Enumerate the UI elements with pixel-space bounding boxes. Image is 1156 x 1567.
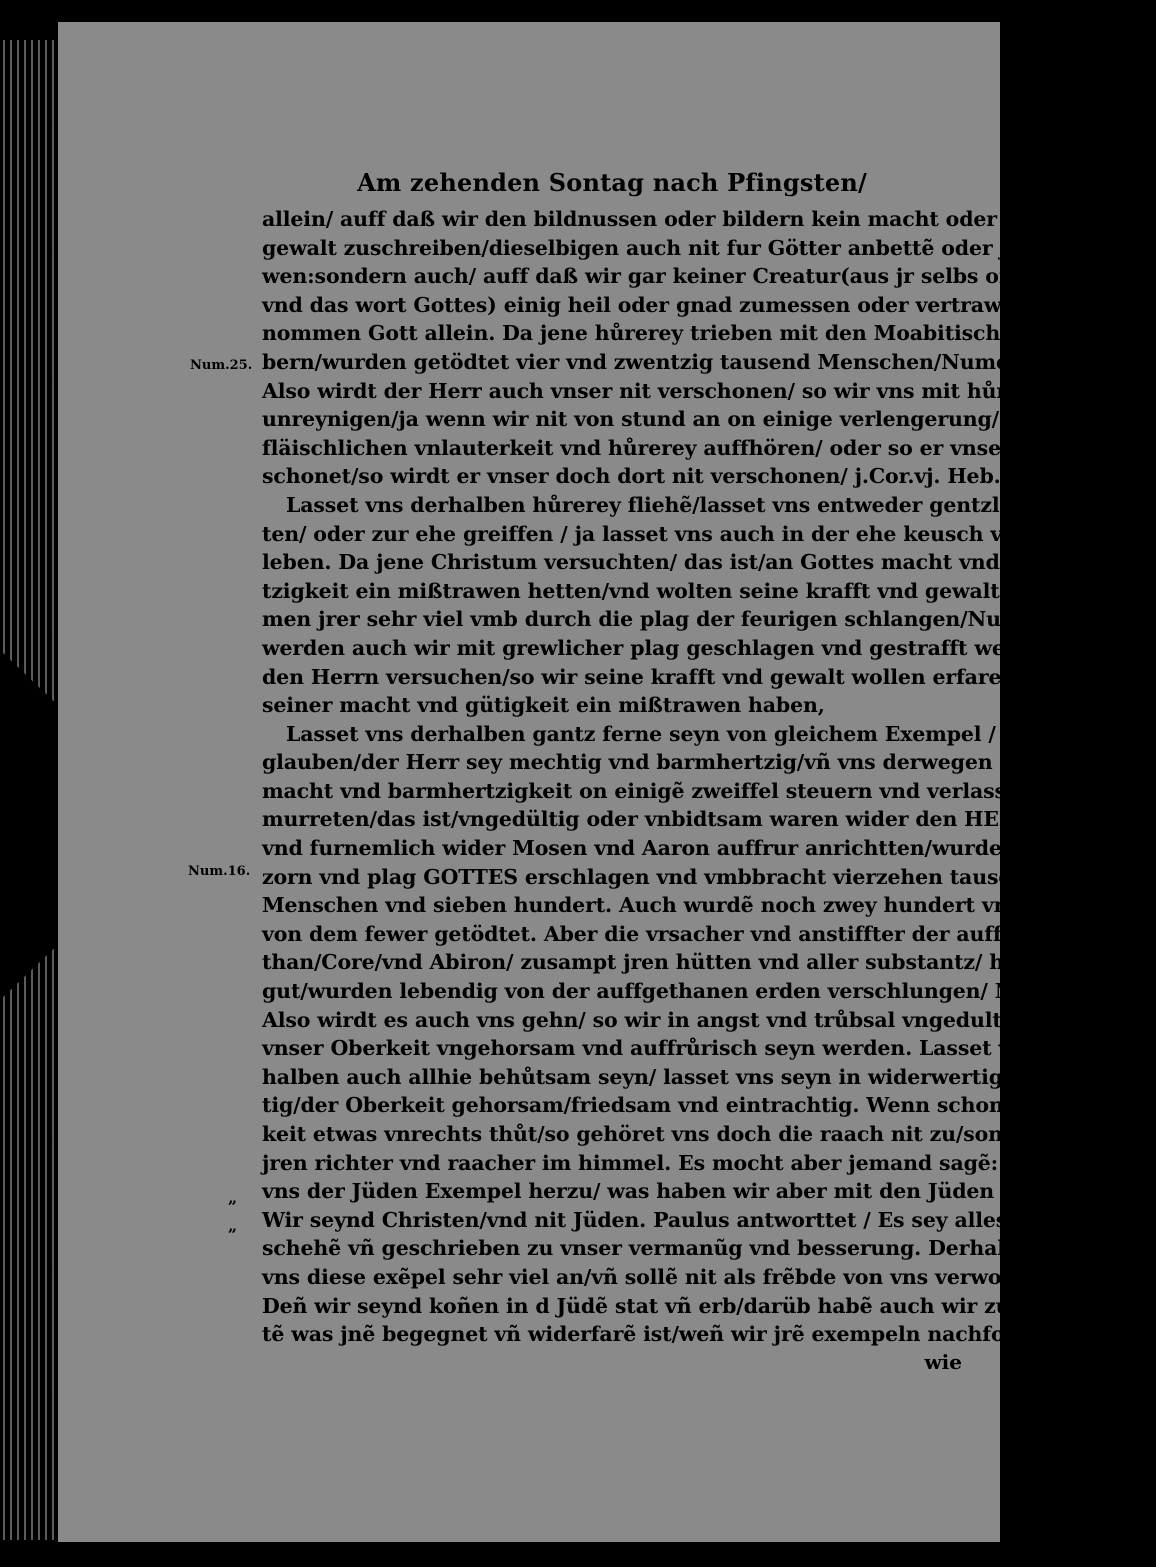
text-line: Lasset vns derhalben gantz ferne seyn von gleichem Exempel / lasset vns — [286, 721, 1114, 746]
text-line: than/Core/vnd Abiron/ zusampt jren hütten vnd aller substantz/ hab vnd — [262, 950, 1079, 975]
margin-note: Num.16. — [188, 864, 251, 879]
text-line: vnd furnemlich wider Mosen vnd Aaron auffrur anrichtten/wurden durch — [262, 836, 1091, 861]
text-line: Wir seynd Christen/vnd nit Jüden. Paulus antworttet / Es sey alles ge- — [262, 1207, 1050, 1232]
text-line: seiner macht vnd gütigkeit ein mißtrawen haben, — [262, 693, 825, 718]
text-line: glauben/der Herr sey mechtig vnd barmhertzig/vñ vns derwegen auff seine — [262, 750, 1112, 775]
text-line: vnser Oberkeit vngehorsam vnd auffrůrisch seyn werden. Lasset vns der- — [262, 1036, 1090, 1061]
text-line: bern/wurden getödtet vier vnd zwentzig tausend Menschen/Numer. xxv. — [262, 349, 1073, 374]
text-line: tzigkeit ein mißtrawen hetten/vnd wolten seine krafft vnd gewalt erfarẽ/ ka- — [262, 578, 1126, 603]
text-line: murreten/das ist/vngedültig oder vnbidtsam waren wider den HERRN/ — [262, 807, 1059, 832]
text-line: fläischlichen vnlauterkeit vnd hůrerey auffhören/ oder so er vnser allhie ver- — [262, 435, 1133, 460]
text-line: zorn vnd plag GOTTES erschlagen vnd vmbbracht vierzehen tausend — [262, 864, 1041, 889]
catchword: wie — [924, 1349, 962, 1374]
text-line: Lasset vns derhalben hůrerey fliehẽ/lasset vns entweder gentzlich enthal- — [286, 492, 1123, 517]
text-line: werden auch wir mit grewlicher plag geschlagen vnd gestrafft werdẽ/ so wir — [262, 635, 1125, 660]
binding-shadow — [0, 650, 55, 1000]
text-line: Also wirdt der Herr auch vnser nit verschonen/ so wir vns mit hůrerey ver- — [262, 378, 1106, 403]
body-text — [262, 205, 1156, 1349]
text-line: vnd das wort Gottes) einig heil oder gnad zumessen oder vertrawen/ ausge- — [262, 292, 1119, 317]
text-line: vns diese exẽpel sehr viel an/vñ sollẽ nit als frẽbde von vns verworffen werdẽ. — [262, 1264, 1140, 1289]
text-line: wen:sondern auch/ auff daß wir gar keiner Creatur(aus jr selbs on den segen — [262, 264, 1136, 289]
running-head: Am zehenden Sontag nach Pfingsten/ — [357, 168, 867, 197]
text-line: macht vnd barmhertzigkeit on einigẽ zweiffel steuern vnd verlassen. Da jene — [262, 778, 1134, 803]
quote-mark: „ — [228, 1188, 238, 1207]
text-line: leben. Da jene Christum versuchten/ das ist/an Gottes macht vnd barmher- — [262, 550, 1113, 575]
text-line: jren richter vnd raacher im himmel. Es mocht aber jemand sagẽ: Du bringst — [262, 1150, 1127, 1175]
text-line: von dem fewer getödtet. Aber die vrsacher vnd anstiffter der auffrhur Da- — [262, 921, 1099, 946]
text-line: keit etwas vnrechts thůt/so gehöret vns doch die raach nit zu/sondern sie habẽ — [262, 1122, 1156, 1146]
text-line: unreynigen/ja wenn wir nit von stund an on einige verlengerung/ von aller — [262, 407, 1105, 432]
text-line: tig/der Oberkeit gehorsam/friedsam vnd eintrachtig. Wenn schon die Ober- — [262, 1093, 1117, 1118]
margin-note: Num.25. — [190, 358, 253, 373]
text-line: nommen Gott allein. Da jene hůrerey trieben mit den Moabitischen Wei- — [262, 321, 1085, 346]
text-line: halben auch allhie behůtsam seyn/ lasset vns seyn in widerwertigkeit gedül- — [262, 1064, 1126, 1089]
text-line: men jrer sehr viel vmb durch die plag der feurigen schlangen/Num. xxj. Also — [262, 607, 1131, 632]
text-line: gewalt zuschreiben/dieselbigen auch nit fur Götter anbettẽ oder jnen vertra- — [262, 235, 1133, 260]
text-line: gut/wurden lebendig von der auffgethanen erden verschlungen/ Num. xvj. — [262, 979, 1102, 1004]
text-line: tẽ was jnẽ begegnet vñ widerfarẽ ist/weñ wir jrẽ exempeln nachfolgẽ vñ thun — [262, 1322, 1134, 1347]
text-line: Also wirdt es auch vns gehn/ so wir in angst vnd trůbsal vngedultig/ gegen — [262, 1007, 1107, 1032]
text-line: vns der Jüden Exempel herzu/ was haben wir aber mit den Jüden zu thůn? — [262, 1179, 1100, 1204]
text-line: schonet/so wirdt er vnser doch dort nit verschonen/ j.Cor.vj. Heb.xiij. — [262, 464, 1043, 489]
text-line: Menschen vnd sieben hundert. Auch wurdẽ noch zwey hundert vnd funfftzig — [262, 893, 1128, 918]
text-line: allein/ auff daß wir den bildnussen oder bildern kein macht oder Göttlichen — [262, 207, 1124, 231]
quote-mark: „ — [228, 1216, 238, 1235]
text-line: den Herrn versuchen/so wir seine krafft vnd gewalt wollen erfaren/so wir an — [262, 664, 1127, 689]
text-line: Deñ wir seynd koñen in d Jüdẽ stat vñ erb/darüb habẽ auch wir zugewart- — [262, 1293, 1097, 1318]
text-block — [262, 168, 1156, 1375]
text-line: ten/ oder zur ehe greiffen / ja lasset vns auch in der ehe keusch vnd züchtig — [262, 521, 1123, 546]
text-line: schehẽ vñ geschrieben zu vnser vermanũg vnd besserung. Derhalben gehen — [262, 1236, 1124, 1261]
